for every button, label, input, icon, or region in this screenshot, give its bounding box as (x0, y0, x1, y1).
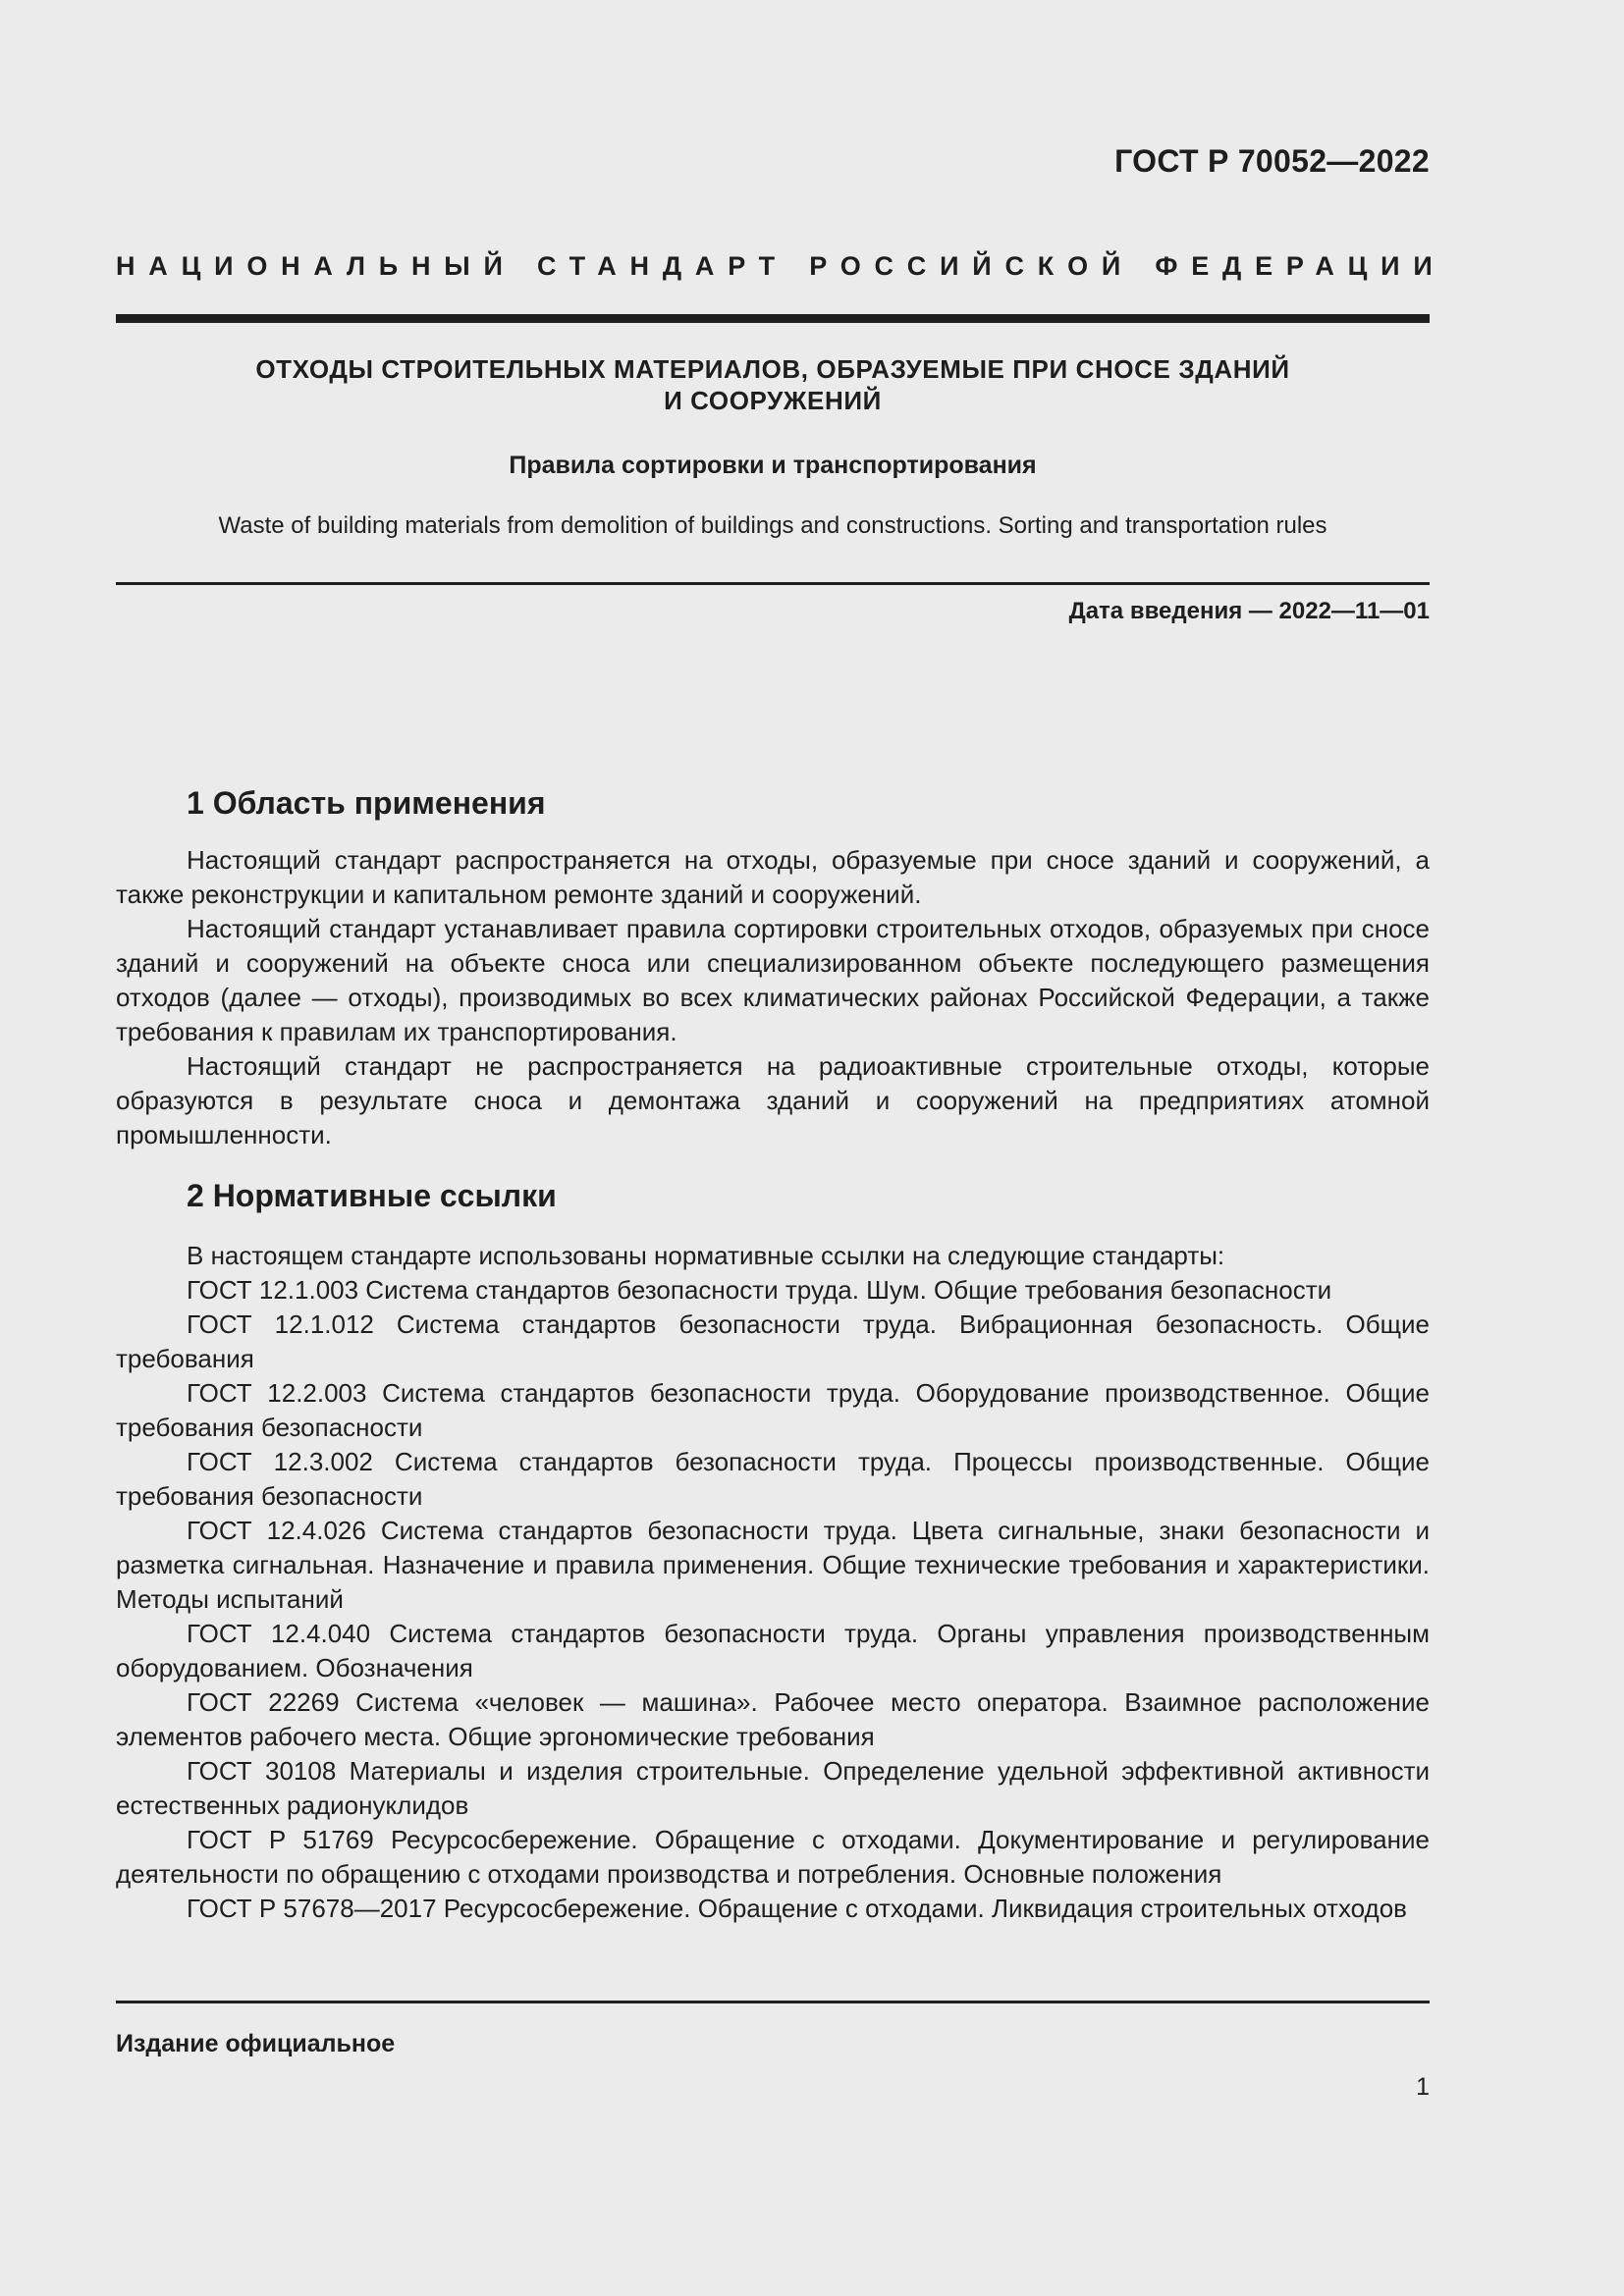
reference-item: ГОСТ 12.4.026 Система стандартов безопасности труда. Цвета сигнальные, знаки безопасности и разметка сигнальная. Назначение и правила применения. Общие технические требования и характеристики. Методы испытаний (116, 1516, 1430, 1614)
footer-divider (116, 2001, 1430, 2003)
reference-item: ГОСТ Р 51769 Ресурсосбережение. Обращение с отходами. Документирование и регулирование деятельности по обращению с отходами производства и потребления. Основные положения (116, 1825, 1430, 1889)
title-line-1: ОТХОДЫ СТРОИТЕЛЬНЫХ МАТЕРИАЛОВ, ОБРАЗУЕМЫЕ ПРИ СНОСЕ ЗДАНИЙ (255, 354, 1290, 384)
reference-item: ГОСТ 30108 Материалы и изделия строительные. Определение удельной эффективной активности естественных радионуклидов (116, 1756, 1430, 1820)
section-2-heading: 2 Нормативные ссылки (187, 1178, 557, 1213)
section-1-heading: 1 Область применения (187, 785, 546, 821)
header-divider (116, 314, 1430, 323)
title-divider (116, 582, 1430, 585)
reference-item: ГОСТ 12.3.002 Система стандартов безопасности труда. Процессы производственные. Общие требования безопасности (116, 1447, 1430, 1511)
paragraph: В настоящем стандарте использованы нормативные ссылки на следующие стандарты: (187, 1241, 1225, 1270)
paragraph: Настоящий стандарт не распространяется на радиоактивные строительные отходы, которые образуются в результате сноса и демонтажа зданий и сооружений на предприятиях атомной промышленности. (116, 1051, 1430, 1149)
paragraph: Настоящий стандарт устанавливает правила сортировки строительных отходов, образуемых при сносе зданий и сооружений на объекте сноса или специализированном объекте последующего размещения отходов (далее — отходы), производимых во всех климатических районах Российской Федерации, а также требования к правилам их транспортирования. (116, 914, 1430, 1046)
title-line-2: И СООРУЖЕНИЙ (664, 386, 882, 415)
paragraph: Настоящий стандарт распространяется на отходы, образуемые при сносе зданий и сооружений, а также реконструкции и капитальном ремонте зданий и сооружений. (116, 845, 1430, 909)
reference-item: ГОСТ 12.2.003 Система стандартов безопасности труда. Оборудование производственное. Общие требования безопасности (116, 1378, 1430, 1442)
document-title (116, 353, 1430, 416)
reference-item: ГОСТ 12.4.040 Система стандартов безопасности труда. Органы управления производственным оборудованием. Обозначения (116, 1619, 1430, 1682)
reference-item: ГОСТ 22269 Система «человек — машина». Рабочее место оператора. Взаимное расположение элементов рабочего места. Общие эргономические требования (116, 1687, 1430, 1751)
document-code: ГОСТ Р 70052—2022 (1114, 143, 1430, 179)
section-1-body (116, 843, 1430, 1152)
reference-item: ГОСТ Р 57678—2017 Ресурсосбережение. Обращение с отходами. Ликвидация строительных отходов (187, 1894, 1407, 1923)
page-number: 1 (1416, 2073, 1430, 2101)
national-standard-line: НАЦИОНАЛЬНЫЙ СТАНДАРТ РОССИЙСКОЙ ФЕДЕРАЦИИ (116, 251, 1446, 281)
english-title: Waste of building materials from demolition of buildings and constructions. Sorting and transportation rules (218, 512, 1327, 539)
document-subtitle: Правила сортировки и транспортирования (509, 452, 1037, 479)
introduction-date: Дата введения — 2022—11—01 (1068, 598, 1430, 624)
reference-item: ГОСТ 12.1.003 Система стандартов безопасности труда. Шум. Общие требования безопасности (187, 1275, 1332, 1305)
reference-item: ГОСТ 12.1.012 Система стандартов безопасности труда. Вибрационная безопасность. Общие требования (116, 1309, 1430, 1373)
official-edition-label: Издание официальное (116, 2030, 396, 2057)
section-2-body (116, 1239, 1430, 1926)
